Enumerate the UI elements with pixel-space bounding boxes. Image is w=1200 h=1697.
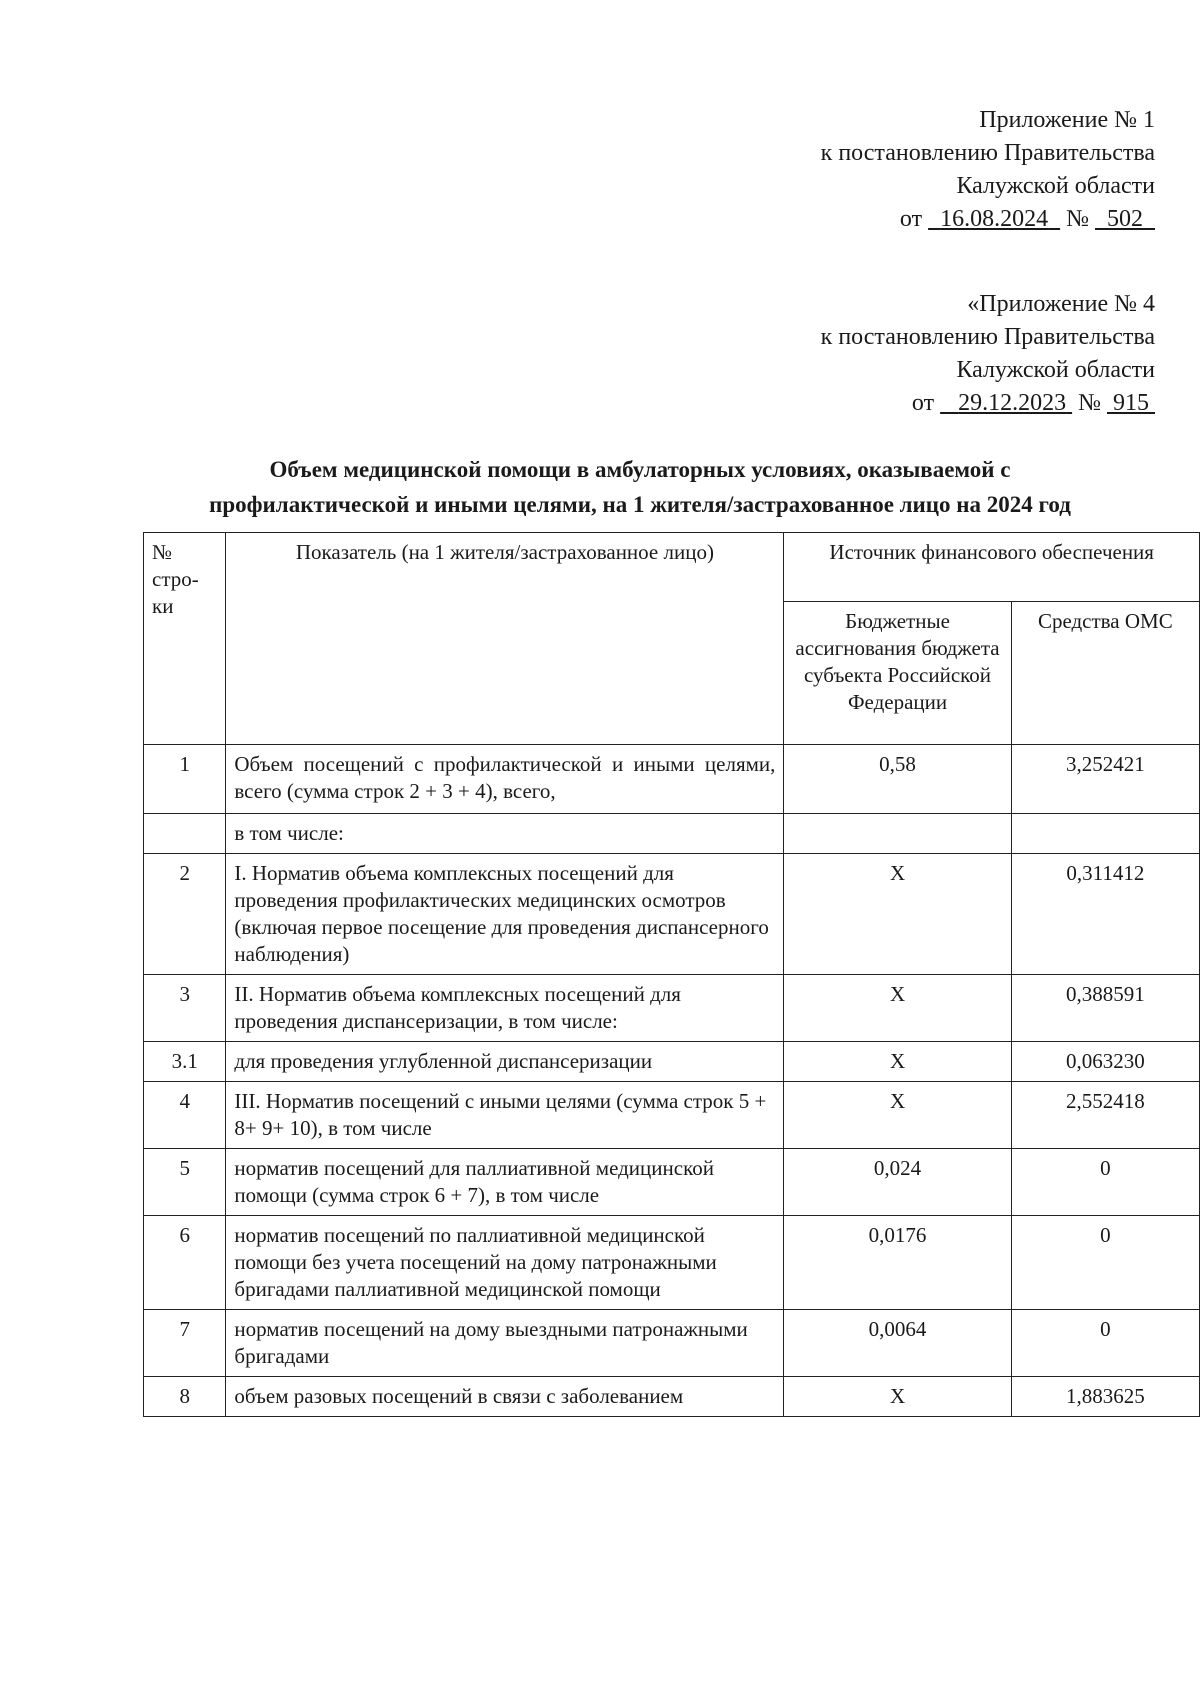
appendix-1-title: Приложение № 1 [979, 107, 1155, 133]
row-indicator: Объем посещений с профилактической и иными целями, всего (сумма строк 2 + 3 + 4), всего, [226, 745, 784, 814]
document-title-line-1: Объем медицинской помощи в амбулаторных условиях, оказываемой с [269, 457, 1011, 482]
row-budget-value: 0,0176 [784, 1216, 1011, 1310]
row-budget-value: X [784, 1082, 1011, 1149]
row-oms-value [1011, 814, 1199, 854]
row-number: 3.1 [144, 1042, 226, 1082]
row-oms-value: 1,883625 [1011, 1377, 1199, 1417]
header-budget: Бюджетные ассигнования бюджета субъекта Российской Федерации [784, 602, 1011, 745]
row-oms-value: 0 [1011, 1310, 1199, 1377]
row-number: 2 [144, 854, 226, 975]
table-row [144, 854, 1200, 975]
row-budget-value: 0,58 [784, 745, 1011, 814]
table-row [144, 1042, 1200, 1082]
table-header-row [144, 533, 1200, 602]
row-number: 3 [144, 975, 226, 1042]
appendix-4-region: Калужской области [956, 357, 1155, 383]
header-row-number: № стро-ки [144, 533, 226, 745]
row-indicator: норматив посещений для паллиативной медицинской помощи (сумма строк 6 + 7), в том числе [226, 1149, 784, 1216]
row-number: 6 [144, 1216, 226, 1310]
row-oms-value: 0 [1011, 1149, 1199, 1216]
row-budget-value: X [784, 1377, 1011, 1417]
row-number: 4 [144, 1082, 226, 1149]
row-budget-value: X [784, 1042, 1011, 1082]
document-title-line-2: профилактической и иными целями, на 1 жителя/застрахованное лицо на 2024 год [209, 492, 1071, 517]
appendix-4-date-prefix: от [911, 390, 935, 416]
table-row [144, 1082, 1200, 1149]
appendix-1-date-prefix: от [899, 206, 923, 232]
row-indicator: норматив посещений по паллиативной медицинской помощи без учета посещений на дому патронажными бригадами паллиативной медицинской помощи [226, 1216, 784, 1310]
row-budget-value: X [784, 975, 1011, 1042]
appendix-1-resolution: к постановлению Правительства [820, 140, 1155, 166]
table-row [144, 745, 1200, 814]
row-indicator: для проведения углубленной диспансеризации [226, 1042, 784, 1082]
table-row [144, 1377, 1200, 1417]
appendix-4-date-line [821, 387, 1155, 420]
appendix-1-header [821, 104, 1155, 236]
table-row [144, 1149, 1200, 1216]
row-indicator: норматив посещений на дому выездными патронажными бригадами [226, 1310, 784, 1377]
appendix-4-header [821, 288, 1155, 420]
row-budget-value: X [784, 854, 1011, 975]
header-funding-source: Источник финансового обеспечения [784, 533, 1200, 602]
row-number: 1 [144, 745, 226, 814]
row-oms-value: 0,388591 [1011, 975, 1199, 1042]
appendix-4-number-prefix: № [1078, 390, 1101, 416]
row-oms-value: 0,311412 [1011, 854, 1199, 975]
row-indicator: II. Норматив объема комплексных посещений для проведения диспансеризации, в том числе: [226, 975, 784, 1042]
appendix-4-date [940, 390, 1072, 416]
appendix-4-date-value: 29.12.2023 [958, 390, 1067, 416]
row-budget-value: 0,0064 [784, 1310, 1011, 1377]
row-oms-value: 3,252421 [1011, 745, 1199, 814]
appendix-4-title: «Приложение № 4 [967, 291, 1155, 317]
appendix-1-number [1095, 206, 1155, 232]
table-row [144, 814, 1200, 854]
appendix-1-date [928, 206, 1060, 232]
volume-table [143, 532, 1200, 1417]
table-row [144, 1310, 1200, 1377]
row-oms-value: 0,063230 [1011, 1042, 1199, 1082]
header-oms: Средства ОМС [1011, 602, 1199, 745]
appendix-1-date-value: 16.08.2024 [940, 206, 1049, 232]
row-number: 7 [144, 1310, 226, 1377]
row-number [144, 814, 226, 854]
appendix-1-number-value: 502 [1107, 206, 1143, 232]
row-indicator: I. Норматив объема комплексных посещений для проведения профилактических медицинских осмотров (включая первое посещение для проведения диспансерного наблюдения) [226, 854, 784, 975]
row-budget-value [784, 814, 1011, 854]
row-indicator: III. Норматив посещений с иными целями (сумма строк 5 + 8+ 9+ 10), в том числе [226, 1082, 784, 1149]
appendix-1-date-line [821, 203, 1155, 236]
row-oms-value: 0 [1011, 1216, 1199, 1310]
appendix-4-number-value: 915 [1113, 390, 1149, 416]
row-indicator: в том числе: [226, 814, 784, 854]
row-indicator: объем разовых посещений в связи с заболеванием [226, 1377, 784, 1417]
row-budget-value: 0,024 [784, 1149, 1011, 1216]
row-number: 5 [144, 1149, 226, 1216]
document-title [140, 452, 1140, 522]
header-indicator: Показатель (на 1 жителя/застрахованное лицо) [226, 533, 784, 745]
appendix-4-number [1107, 390, 1155, 416]
appendix-4-resolution: к постановлению Правительства [820, 324, 1155, 350]
appendix-1-number-prefix: № [1066, 206, 1089, 232]
table-row [144, 975, 1200, 1042]
row-oms-value: 2,552418 [1011, 1082, 1199, 1149]
table-row [144, 1216, 1200, 1310]
appendix-1-region: Калужской области [956, 173, 1155, 199]
row-number: 8 [144, 1377, 226, 1417]
